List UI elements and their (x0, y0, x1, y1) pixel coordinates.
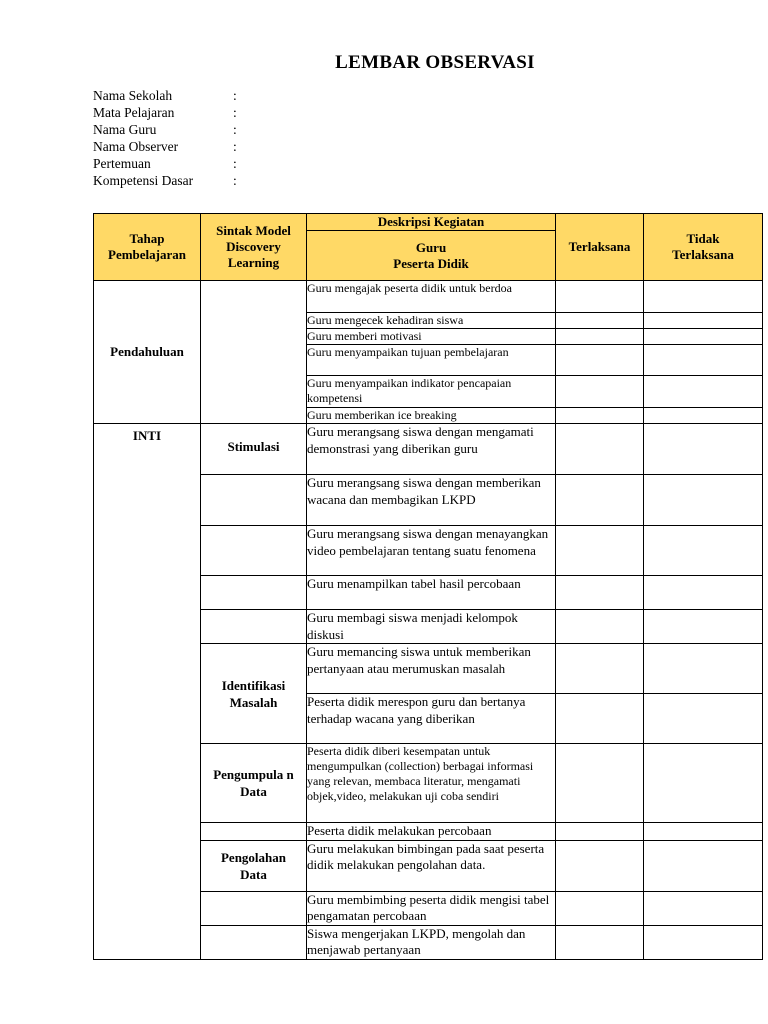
sintak-empty (201, 610, 307, 644)
info-row-meeting (93, 155, 243, 172)
info-label: Mata Pelajaran (93, 105, 175, 120)
info-label: Nama Sekolah (93, 88, 173, 103)
activity-description: Guru memberi motivasi (307, 329, 556, 345)
check-tidak-terlaksana[interactable] (644, 408, 763, 424)
check-terlaksana[interactable] (556, 694, 644, 744)
check-terlaksana[interactable] (556, 610, 644, 644)
check-terlaksana[interactable] (556, 408, 644, 424)
check-tidak-terlaksana[interactable] (644, 840, 763, 891)
activity-description: Guru mengajak peserta didik untuk berdoa (307, 281, 556, 313)
sintak-pengumpulan: Pengumpula n Data (201, 744, 307, 823)
check-tidak-terlaksana[interactable] (644, 313, 763, 329)
activity-description: Guru melakukan bimbingan pada saat peserta didik melakukan pengolahan data. (307, 840, 556, 891)
info-row-competency (93, 172, 243, 189)
check-tidak-terlaksana[interactable] (644, 744, 763, 823)
activity-description: Peserta didik diberi kesempatan untuk mengumpulkan (collection) berbagai informasi yang relevan, membaca literatur, mengamati objek,video, melakukan uji coba sendiri (307, 744, 556, 823)
activity-description: Guru menampilkan tabel hasil percobaan (307, 576, 556, 610)
sintak-empty (201, 475, 307, 526)
check-tidak-terlaksana[interactable] (644, 610, 763, 644)
sintak-stimulasi-label: Stimulasi (227, 439, 280, 454)
header-tahap: Tahap Pembelajaran (94, 214, 201, 281)
activity-description: Guru mengecek kehadiran siswa (307, 313, 556, 329)
activity-description: Guru membimbing peserta didik mengisi tabel pengamatan percobaan (307, 891, 556, 925)
info-colon: : (233, 105, 237, 120)
activity-description: Guru memberikan ice breaking (307, 408, 556, 424)
check-tidak-terlaksana[interactable] (644, 475, 763, 526)
activity-description: Guru menyampaikan tujuan pembelajaran (307, 345, 556, 376)
check-terlaksana[interactable] (556, 313, 644, 329)
info-label: Nama Observer (93, 139, 179, 154)
activity-description: Guru merangsang siswa dengan menayangkan video pembelajaran tentang suatu fenomena (307, 526, 556, 576)
check-terlaksana[interactable] (556, 823, 644, 841)
sintak-identifikasi: Identifikasi Masalah (201, 644, 307, 744)
info-row-teacher (93, 121, 243, 138)
header-deskripsi: Deskripsi Kegiatan (307, 214, 556, 231)
info-colon: : (233, 156, 237, 171)
check-terlaksana[interactable] (556, 329, 644, 345)
info-colon: : (233, 139, 237, 154)
check-tidak-terlaksana[interactable] (644, 526, 763, 576)
header-tidak-terlaksana: Tidak Terlaksana (644, 214, 763, 281)
check-tidak-terlaksana[interactable] (644, 891, 763, 925)
check-tidak-terlaksana[interactable] (644, 424, 763, 475)
check-terlaksana[interactable] (556, 424, 644, 475)
info-label: Pertemuan (93, 156, 151, 171)
sintak-stimulasi (201, 424, 307, 475)
activity-description: Siswa mengerjakan LKPD, mengolah dan menjawab pertanyaan (307, 925, 556, 959)
info-block (93, 87, 243, 189)
check-tidak-terlaksana[interactable] (644, 329, 763, 345)
sintak-empty (201, 281, 307, 424)
activity-description: Guru merangsang siswa dengan mengamati demonstrasi yang diberikan guru (307, 424, 556, 475)
activity-description: Guru membagi siswa menjadi kelompok diskusi (307, 610, 556, 644)
check-terlaksana[interactable] (556, 376, 644, 408)
page-title: LEMBAR OBSERVASI (335, 52, 535, 73)
activity-description: Peserta didik melakukan percobaan (307, 823, 556, 841)
check-terlaksana[interactable] (556, 345, 644, 376)
header-guru-peserta (307, 231, 556, 281)
sintak-empty (201, 823, 307, 841)
check-terlaksana[interactable] (556, 475, 644, 526)
stage-pendahuluan: Pendahuluan (94, 281, 201, 424)
activity-description: Peserta didik merespon guru dan bertanya terhadap wacana yang diberikan (307, 694, 556, 744)
check-tidak-terlaksana[interactable] (644, 281, 763, 313)
sintak-empty (201, 526, 307, 576)
check-tidak-terlaksana[interactable] (644, 694, 763, 744)
info-label: Kompetensi Dasar (93, 173, 194, 188)
check-tidak-terlaksana[interactable] (644, 644, 763, 694)
info-label: Nama Guru (93, 122, 157, 137)
check-terlaksana[interactable] (556, 891, 644, 925)
header-terlaksana: Terlaksana (556, 214, 644, 281)
info-row-observer (93, 138, 243, 155)
sintak-empty (201, 925, 307, 959)
observation-table (93, 213, 763, 960)
activity-description: Guru memancing siswa untuk memberikan pertanyaan atau merumuskan masalah (307, 644, 556, 694)
sintak-empty (201, 576, 307, 610)
info-row-school (93, 87, 243, 104)
activity-description: Guru menyampaikan indikator pencapaian kompetensi (307, 376, 556, 408)
sintak-empty (201, 891, 307, 925)
check-terlaksana[interactable] (556, 281, 644, 313)
check-terlaksana[interactable] (556, 526, 644, 576)
activity-description: Guru merangsang siswa dengan memberikan wacana dan membagikan LKPD (307, 475, 556, 526)
check-terlaksana[interactable] (556, 644, 644, 694)
header-peserta: Peserta Didik (393, 255, 469, 271)
info-colon: : (233, 88, 237, 103)
check-terlaksana[interactable] (556, 925, 644, 959)
check-terlaksana[interactable] (556, 840, 644, 891)
check-tidak-terlaksana[interactable] (644, 576, 763, 610)
check-tidak-terlaksana[interactable] (644, 376, 763, 408)
stage-inti: INTI (94, 424, 201, 960)
info-row-subject (93, 104, 243, 121)
info-colon: : (233, 122, 237, 137)
check-tidak-terlaksana[interactable] (644, 345, 763, 376)
check-tidak-terlaksana[interactable] (644, 925, 763, 959)
info-colon: : (233, 173, 237, 188)
header-guru: Guru (415, 239, 447, 255)
sintak-pengolahan: Pengolahan Data (201, 840, 307, 891)
check-terlaksana[interactable] (556, 744, 644, 823)
header-sintak: Sintak Model Discovery Learning (201, 214, 307, 281)
check-terlaksana[interactable] (556, 576, 644, 610)
check-tidak-terlaksana[interactable] (644, 823, 763, 841)
